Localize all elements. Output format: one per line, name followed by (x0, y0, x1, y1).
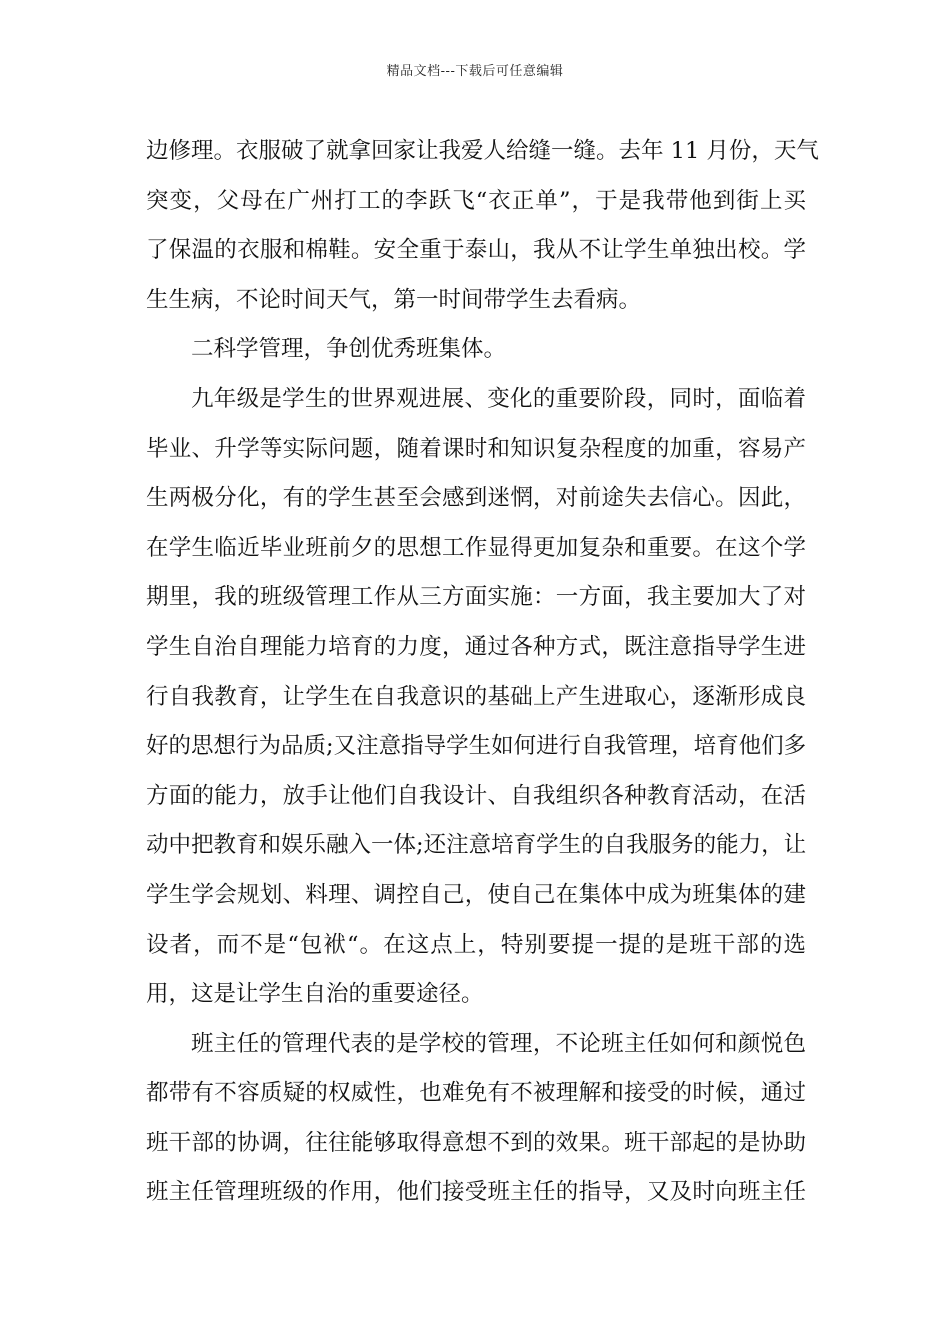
text-line: 班主任的管理代表的是学校的管理，不论班主任如何和颜悦色 (191, 1030, 806, 1057)
text-line: 方面的能力，放手让他们自我设计、自我组织各种教育活动，在活 (146, 782, 806, 809)
page-header: 精品文档---下载后可任意编辑 (386, 64, 564, 79)
text-line: 了保温的衣服和棉鞋。安全重于泰山，我从不让学生单独出校。学 (146, 237, 806, 264)
text-line: 好的思想行为品质;又注意指导学生如何进行自我管理，培育他们多 (146, 733, 807, 760)
text-line: 期里，我的班级管理工作从三方面实施：一方面，我主要加大了对 (146, 584, 806, 611)
text-line: 生生病，不论时间天气，第一时间带学生去看病。 (146, 286, 642, 313)
text-line: 班干部的协调，往往能够取得意想不到的效果。班干部起的是协助 (146, 1129, 806, 1156)
text-line: 学生学会规划、料理、调控自己，使自己在集体中成为班集体的建 (146, 881, 806, 908)
text-line: 用，这是让学生自治的重要途径。 (146, 981, 484, 1008)
text-line: 都带有不容质疑的权威性，也难免有不被理解和接受的时候，通过 (146, 1080, 806, 1107)
text-line: 九年级是学生的世界观进展、变化的重要阶段，同时，面临着 (191, 385, 806, 412)
text-line: 突变，父母在广州打工的李跃飞“衣正单”，于是我带他到街上买 (146, 187, 806, 214)
text-line: 行自我教育，让学生在自我意识的基础上产生进取心，逐渐形成良 (146, 683, 806, 710)
text-line: 设者，而不是“包袱“。在这点上，特别要提一提的是班干部的选 (146, 931, 806, 958)
text-line: 边修理。衣服破了就拿回家让我爱人给缝一缝。去年 11 月份，天气 (146, 138, 819, 164)
text-line: 生两极分化，有的学生甚至会感到迷惘，对前途失去信心。因此， (146, 485, 806, 512)
text-line: 动中把教育和娱乐融入一体;还注意培育学生的自我服务的能力，让 (146, 832, 807, 859)
text-line: 毕业、升学等实际问题，随着课时和知识复杂程度的加重，容易产 (146, 435, 806, 462)
text-line: 班主任管理班级的作用，他们接受班主任的指导，又及时向班主任 (146, 1179, 806, 1206)
text-line: 学生自治自理能力培育的力度，通过各种方式，既注意指导学生进 (146, 633, 806, 660)
document-body (146, 127, 819, 1218)
text-line: 在学生临近毕业班前夕的思想工作显得更加复杂和重要。在这个学 (146, 534, 806, 561)
section-heading: 二科学管理，争创优秀班集体。 (191, 336, 507, 363)
